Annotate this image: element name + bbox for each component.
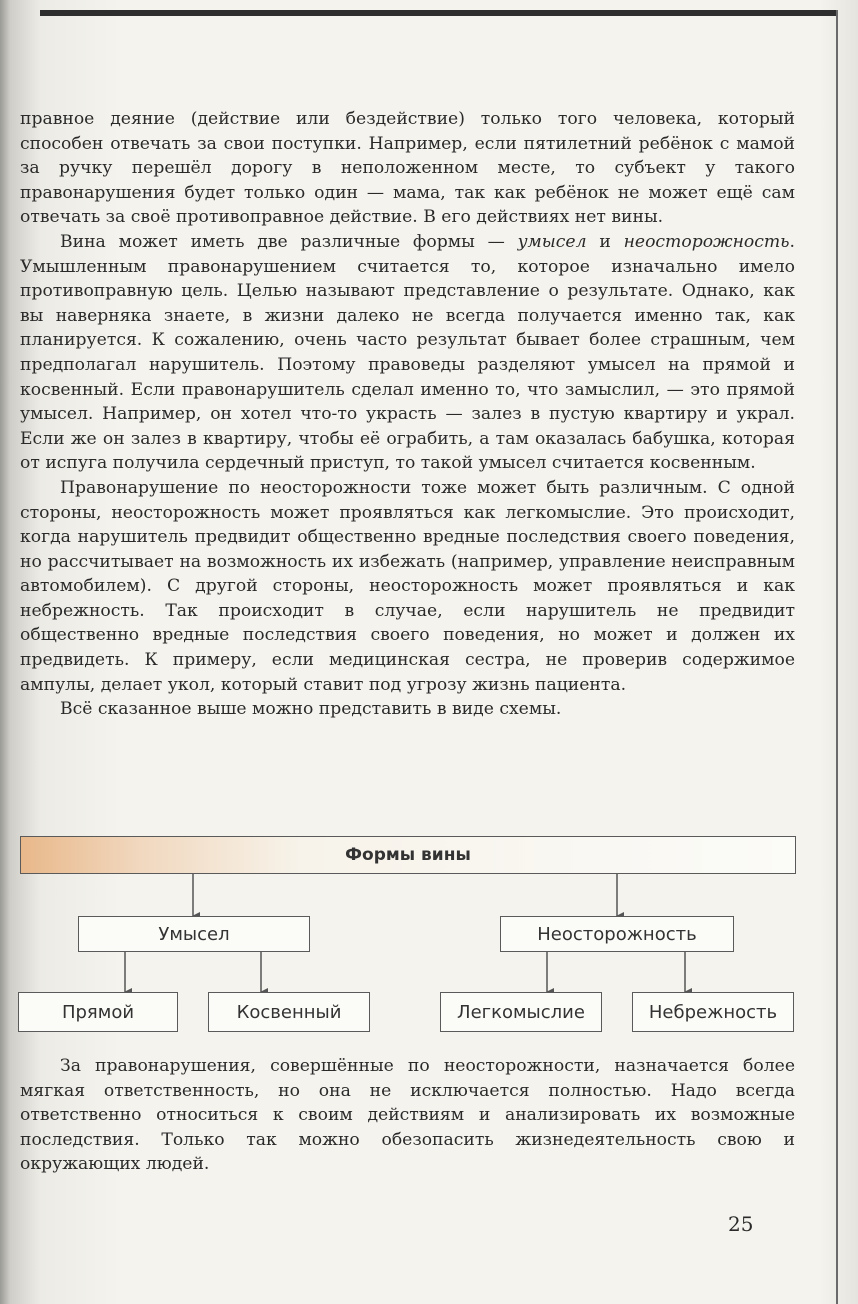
paragraph-5: За правонарушения, совершённые по неосторожности, назначается более мягкая ответственность, но она не исключается полностью. Надо всегда ответственно относиться к своим действиям и анализировать их возможные последствия. Только так можно обезопасить жизнедеятельность свою и окружающих людей. [20,1056,795,1175]
term-intent: умысел [517,231,587,252]
intent-box: Умысел [78,916,310,952]
frivolity-box: Легкомыслие [440,992,602,1032]
paragraph-4: Всё сказанное выше можно представить в виде схемы. [60,699,562,720]
diagram-title-box: Формы вины [20,836,796,874]
main-text-top [20,107,795,722]
right-scan-edge [836,10,838,1304]
paragraph-3: Правонарушение по неосторожности тоже может быть различным. С одной стороны, неосторожность может проявляться как легкомыслие. Это происходит, когда нарушитель предвидит общественно вредные последствия своего поведения, но рассчитывает на возможность их избежать (например, управление неисправным автомобилем). С другой стороны, неосторожность может проявляться и как небрежность. Так происходит в случае, если нарушитель не предвидит общественно вредные последствия своего поведения, но может и должен их предвидеть. К примеру, если медицинская сестра, не проверив содержимое ампулы, делает укол, который ставит под угрозу жизнь пациента. [20,477,795,695]
guilt-forms-diagram [0,830,858,1040]
direct-intent-box: Прямой [18,992,178,1032]
paragraph-2: Вина может иметь две различные формы — умысел и неосторожность. Умышленным правонарушением считается то, которое изначально имело противоправную цель. Целью называют представление о результате. Однако, как вы наверняка знаете, в жизни далеко не всегда получается именно так, как планируется. К сожалению, очень часто результат бывает более страшным, чем предполагал нарушитель. Поэтому правоведы разделяют умысел на прямой и косвенный. Если правонарушитель сделал именно то, что замыслил, — это прямой умысел. Например, он хотел что-то украсть — залез в пустую квартиру и украл. Если же он залез в квартиру, чтобы её ограбить, а там оказалась бабушка, которая от испуга получила сердечный приступ, то такой умысел считается косвенным. [20,231,795,474]
indirect-intent-box: Косвенный [208,992,370,1032]
top-scan-edge [40,10,838,16]
main-text-bottom [20,1054,795,1177]
page-number: 25 [728,1212,754,1236]
term-negligence: неосторожность [623,231,790,252]
negligence-box: Неосторожность [500,916,734,952]
carelessness-box: Небрежность [632,992,794,1032]
paragraph-1: правное деяние (действие или бездействие) только того человека, который способен отвечать за свои поступки. Например, если пятилетний ребёнок с мамой за ручку перешёл дорогу в неположенном месте, то субъект у такого правонарушения будет только один — мама, так как ребёнок не может ещё сам отвечать за своё противоправное действие. В его действиях нет вины. [20,109,795,228]
